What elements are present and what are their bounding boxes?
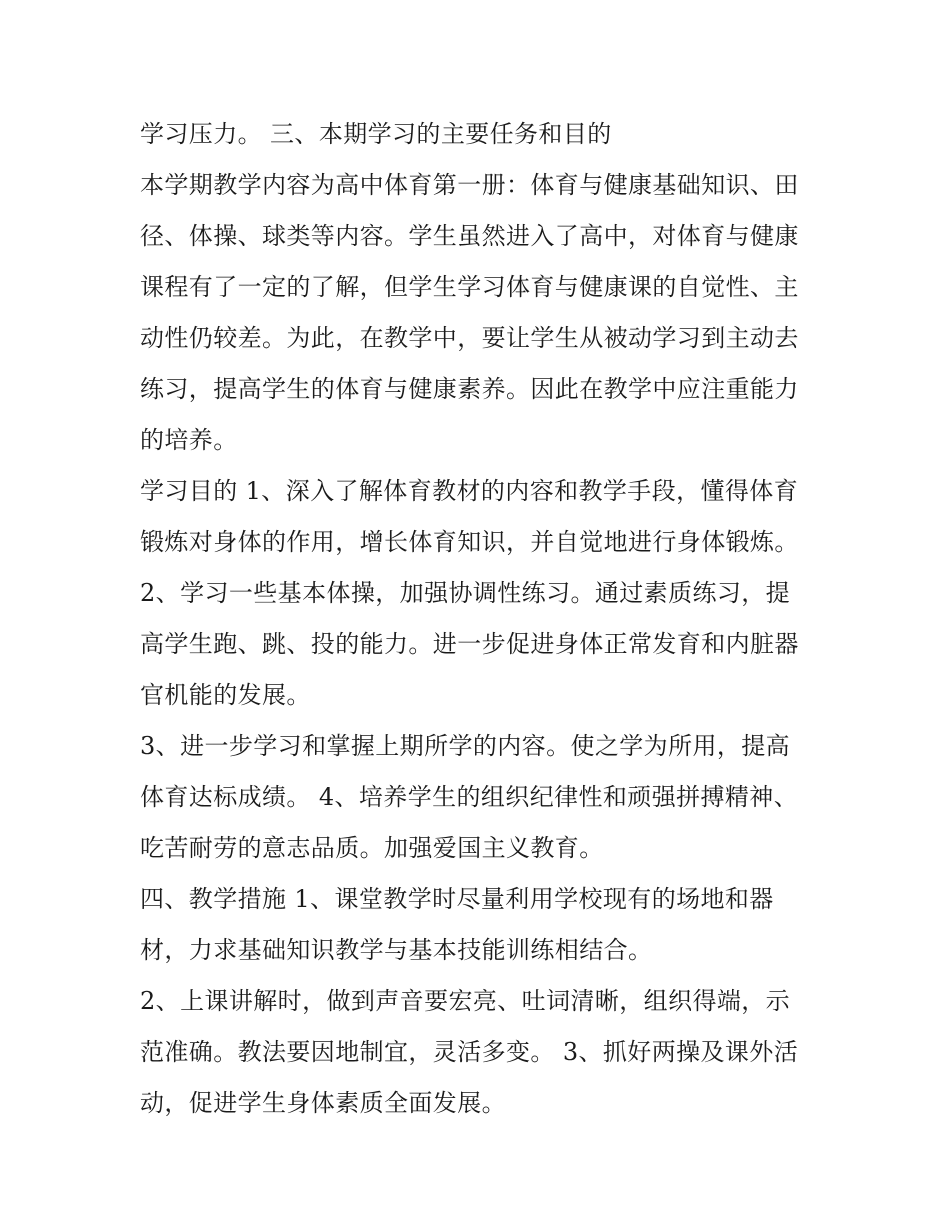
text-line: 锻炼对身体的作用，增长体育知识，并自觉地进行身体锻炼。 <box>140 528 799 556</box>
text-line: 练习，提高学生的体育与健康素养。因此在教学中应注重能力 <box>140 375 799 403</box>
text-line: 径、体操、球类等内容。学生虽然进入了高中，对体育与健康 <box>140 222 799 250</box>
text-line: 动，促进学生身体素质全面发展。 <box>140 1089 506 1117</box>
text-line: 动性仍较差。为此，在教学中，要让学生从被动学习到主动去 <box>140 324 799 352</box>
text-line: 体育达标成绩。 4、培养学生的组织纪律性和顽强拼搏精神、 <box>140 783 799 811</box>
text-line: 课程有了一定的了解，但学生学习体育与健康课的自觉性、主 <box>140 273 799 301</box>
text-line: 3、进一步学习和掌握上期所学的内容。使之学为所用，提高 <box>140 732 791 760</box>
text-line: 2、学习一些基本体操，加强协调性练习。通过素质练习，提 <box>140 579 791 607</box>
text-line: 本学期教学内容为高中体育第一册：体育与健康基础知识、田 <box>140 171 799 199</box>
text-line: 范准确。教法要因地制宜，灵活多变。 3、抓好两操及课外活 <box>140 1038 799 1066</box>
text-line: 学习压力。 三、本期学习的主要任务和目的 <box>140 120 612 148</box>
document-body <box>140 109 820 1129</box>
text-line: 的培养。 <box>140 426 238 454</box>
text-line: 2、上课讲解时，做到声音要宏亮、吐词清晰，组织得端，示 <box>140 987 791 1015</box>
text-line: 官机能的发展。 <box>140 681 311 709</box>
text-line: 吃苦耐劳的意志品质。加强爱国主义教育。 <box>140 834 604 862</box>
text-line: 学习目的 1、深入了解体育教材的内容和教学手段，懂得体育 <box>140 477 799 505</box>
text-line: 高学生跑、跳、投的能力。进一步促进身体正常发育和内脏器 <box>140 630 799 658</box>
text-line: 四、教学措施 1、课堂教学时尽量利用学校现有的场地和器 <box>140 885 774 913</box>
text-line: 材，力求基础知识教学与基本技能训练相结合。 <box>140 936 653 964</box>
